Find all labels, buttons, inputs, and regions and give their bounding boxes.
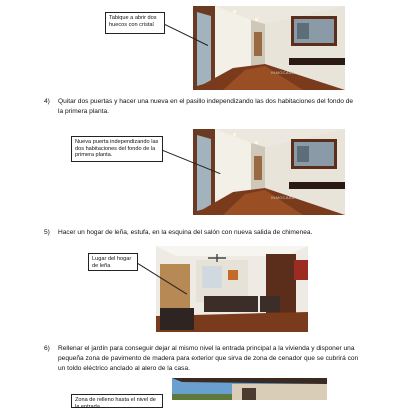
- callout-zona-relleno: [71, 394, 163, 408]
- item-4-text-line2: la primera planta.: [58, 108, 109, 115]
- callout-zona-relleno-text: Zona de relleno hasta el nivel de la entrada: [75, 397, 156, 410]
- item-5-text-line1: Hacer un hogar de leña, estufa, en la esquina del salón con nueva salida de chimenea.: [58, 229, 313, 236]
- item-6-text-line2: pequeña zona de pavimento de madera para exterior que sirva de zona de cenador que se cubrirá con: [58, 355, 359, 362]
- paragraph-item-5: [44, 228, 384, 238]
- callout-nueva-puerta: [71, 136, 163, 162]
- callout-tabique-text: Tabique a abrir dos huecos con cristal: [109, 15, 157, 28]
- watermark: INMOCASA: [271, 70, 295, 75]
- garden-photo-image: [172, 378, 327, 400]
- item-6-text-line3: un toldo eléctrico anclado al alero de la casa.: [58, 365, 190, 372]
- hallway-photo-1-image: [193, 6, 345, 90]
- paragraph-item-4: [44, 97, 384, 117]
- callout-tabique: [105, 12, 165, 34]
- item-6-number: 6): [44, 345, 50, 352]
- hallway-photo-1: [193, 6, 345, 90]
- item-5-number: 5): [44, 229, 50, 236]
- paragraph-item-6: [44, 344, 384, 374]
- callout-nueva-puerta-text: Nueva puerta independizando las dos habitaciones del fondo de la primera planta.: [75, 139, 159, 159]
- callout-hogar-lena-text: Lugar del hogar de leña: [92, 256, 132, 269]
- callout-hogar-lena: [88, 253, 138, 271]
- item-6-text-line1: Rellenar el jardín para conseguir dejar al mismo nivel la entrada principal a la vivienda y disponer una: [58, 345, 355, 352]
- item-4-text-line1: Quitar dos puertas y hacer una nueva en el pasillo independizando las dos habitaciones del fondo de: [58, 98, 354, 105]
- item-4-number: 4): [44, 98, 50, 105]
- garden-photo: [172, 378, 327, 400]
- watermark: INMOCASA: [271, 195, 295, 200]
